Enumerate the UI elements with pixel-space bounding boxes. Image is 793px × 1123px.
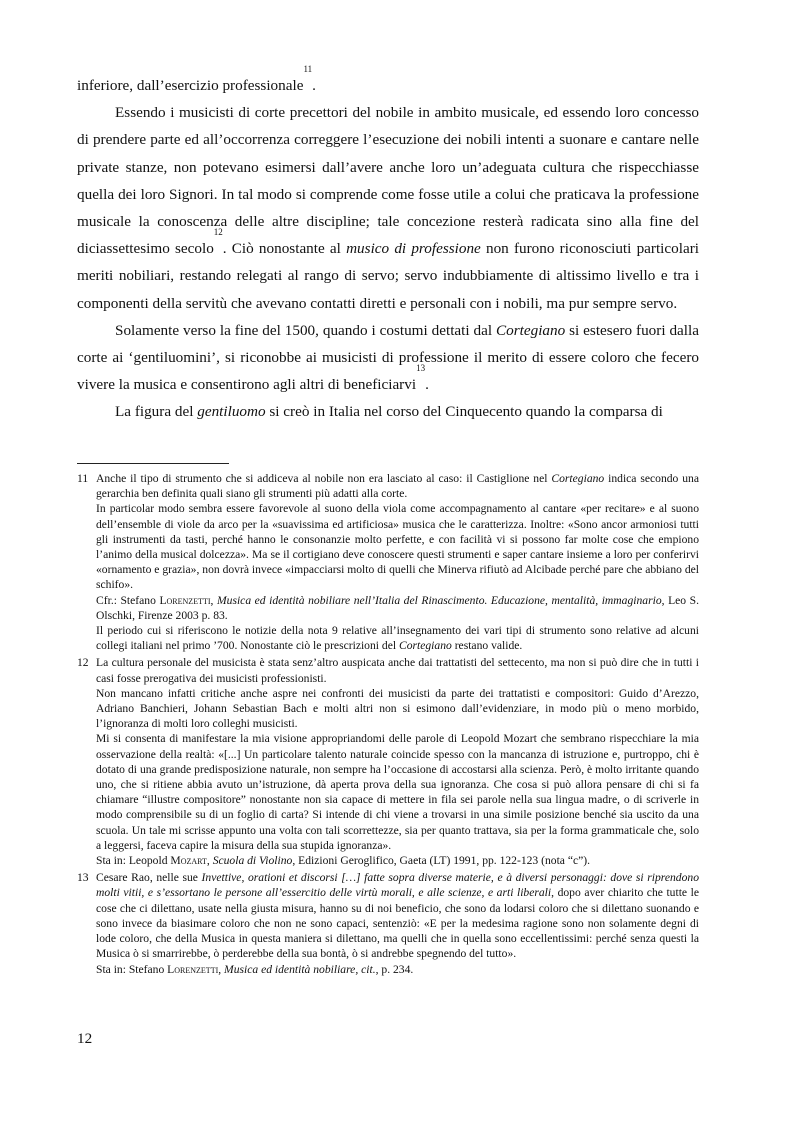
main-text (77, 64, 699, 426)
paragraph-gentiluomo: La figura del gentiluomo si creò in Italia nel corso del Cinquecento quando la comparsa di (115, 403, 663, 421)
footnote-11 (77, 471, 699, 653)
page-number: 12 (77, 1030, 93, 1047)
footnote-separator (77, 463, 229, 464)
paragraph-continuation: inferiore, dall’esercizio professionale$^{11}$. (77, 64, 316, 94)
footnotes (77, 471, 699, 977)
footnote-ref-12[interactable]: 12 (213, 227, 223, 238)
paragraph-fine-del-1500: Solamente verso la fine del 1500, quando i costumi dettati dal Cortegiano si estesero fuori dalla corte ai ‘gentiluomini’, si riconobbe ai musicisti di professione il merito di essere coloro che fecero vivere la musica e consentirono agli altri di beneficiarvi$^{13}$. (77, 321, 699, 394)
footnote-12 (77, 655, 699, 868)
footnote-ref-13[interactable]: 13 (416, 363, 426, 374)
footnote-number: 12 (77, 656, 89, 670)
footnote-number: 11 (77, 472, 89, 485)
footnote-body: La cultura personale del musicista è stata senz’altro auspicata anche dai trattatisti del settecento, ma non si può dire che in tutti i casi fosse prerogativa dei musicisti professionisti. Non mancano infatti critiche anche aspre nei confronti dei musicisti da parte dei trattatisti e compositori: Guido d’Arezzo, Adriano Banchieri, Johann Sebastian Bach e molti altri non si esimono dall’evidenziare, in modo più o meno morbido, l’ignoranza di molti loro colleghi musicisti. Mi si consenta di manifestare la mia visione appropriandomi delle parole di Leopold Mozart che sembrano rispecchiare la mia osservazione della realtà: «[...] Un particolare talento naturale coincide spesso con la mancanza di istruzione e, purtroppo, chi è dotato di una grande predisposizione naturale, non sempre ha l’occasione di accostarsi alla scienza. Però, è molto irritante quando uno, che si ritiene abbia avuto un’istruzione, dà aperta prova della sua ignoranza. Che cosa si può allora pensare di chi si fa chiamare “illustre compositore” nonostante non sia capace di mettere in fila sei parole nella sua lingua madre, o di scriverle in modo comprensibile su di un foglio di carta? Si intende di chi viene a trovarsi in una simile posizione benché sia uscito da una scuola. Un tale mi scrisse appunto una volta con tali scorrettezze, sia per quanto trattava, sia per la forma grammaticale che, solo a leggersi, faceva capire la misura della sua stupida ignoranza». Sta in: Leopold Mozart, Scuola di Violino, Edizioni Geroglifico, Gaeta (LT) 1991, pp. 122-123 (nota “c”). (96, 656, 699, 868)
footnote-13 (77, 870, 699, 976)
footnote-number: 13 (77, 871, 89, 885)
footnote-ref-11[interactable]: 11 (303, 64, 313, 74)
footnote-body: Anche il tipo di strumento che si addiceva al nobile non era lasciato al caso: il Castiglione nel Cortegiano indica secondo una gerarchia ben definita quali siano gli strumenti più adatti alla corte. In particolar modo sembra essere favorevole al suono della viola come accompagnamento al cantare «per recitare» e al suono dell’ensemble di viole da arco per la «suavissima ed artificiosa» musica che le caratterizza. Inoltre: «Sono ancor armoniosi tutti gli instrumenti da tasti, perché hanno le consonanzie molto perfette, e con facilità vi si possono far molte cose che empiono l’animo della musical dolcezza». Ma se il cortigiano deve conoscere questi strumenti e saper cantare insieme a loro per conferirvi «ornamento e grazia», non dovrà invece «impacciarsi molto di quelli che Minerva rifiutò ad Alcibade perché pare che abbiano del schifo». Cfr.: Stefano Lorenzetti, Musica ed identità nobiliare nell’Italia del Rinascimento. Educazione, mentalità, immaginario, Leo S. Olschki, Firenze 2003 p. 83. Il periodo cui si riferiscono le notizie della nota 9 relative all’insegnamento dei vari tipi di strumento sono relative ad alcuni collegi italiani nel primo ’700. Nonostante ciò le prescrizioni del Cortegiano restano valide. (96, 472, 699, 653)
footnote-body: Cesare Rao, nelle sue Invettive, orationi et discorsi […] fatte sopra diverse materie, e à diversi personaggi: dove si riprendono molti vitii, e s’essortano le persone all’essercitio delle virtù morali, e alle scienze, e arti liberali, dopo aver chiarito che tutte le cose che ci dilettano, usate nella giusta misura, hanno su di noi beneficio, che sono da lodarsi coloro che si dilettano suonando e sono invece da biasimare coloro che non ne sono capaci, sentenziò: «E per la medesima ragione sono non solamente degni di lode coloro, che della Musica in questa maniera si dilettano, ma quelli che in quella sono eccellentissimi: perché senza questi la Musica ò si smarrirebbe, ò perderebbe della sua bontà, ò si andrebbe spegnendo del tutto». Sta in: Stefano Lorenzetti, Musica ed identità nobiliare, cit., p. 234. (96, 871, 699, 976)
paragraph-musicisti-di-corte: Essendo i musicisti di corte precettori del nobile in ambito musicale, ed essendo loro concesso di prendere parte ed all’occorrenza correggere l’esecuzione dei nobili intenti a suonare e cantare nelle private stanze, non potevano esimersi dall’avere anche loro un’adeguata cultura che rispecchiasse quella dei loro Signori. In tal modo si comprende come fosse utile a colui che praticava la professione musicale la conoscenza delle altre discipline; tale concezione resterà radicata sino alla fine del diciassettesimo secolo$^{12}$. Ciò nonostante al musico di professione non furono riconosciuti particolari meriti nobiliari, restando relegati al rango di servo; servo indubbiamente di altissimo livello e tra i componenti della servitù che avevano contatti diretti e personali con i nobili, ma pur sempre servo. (77, 104, 699, 312)
